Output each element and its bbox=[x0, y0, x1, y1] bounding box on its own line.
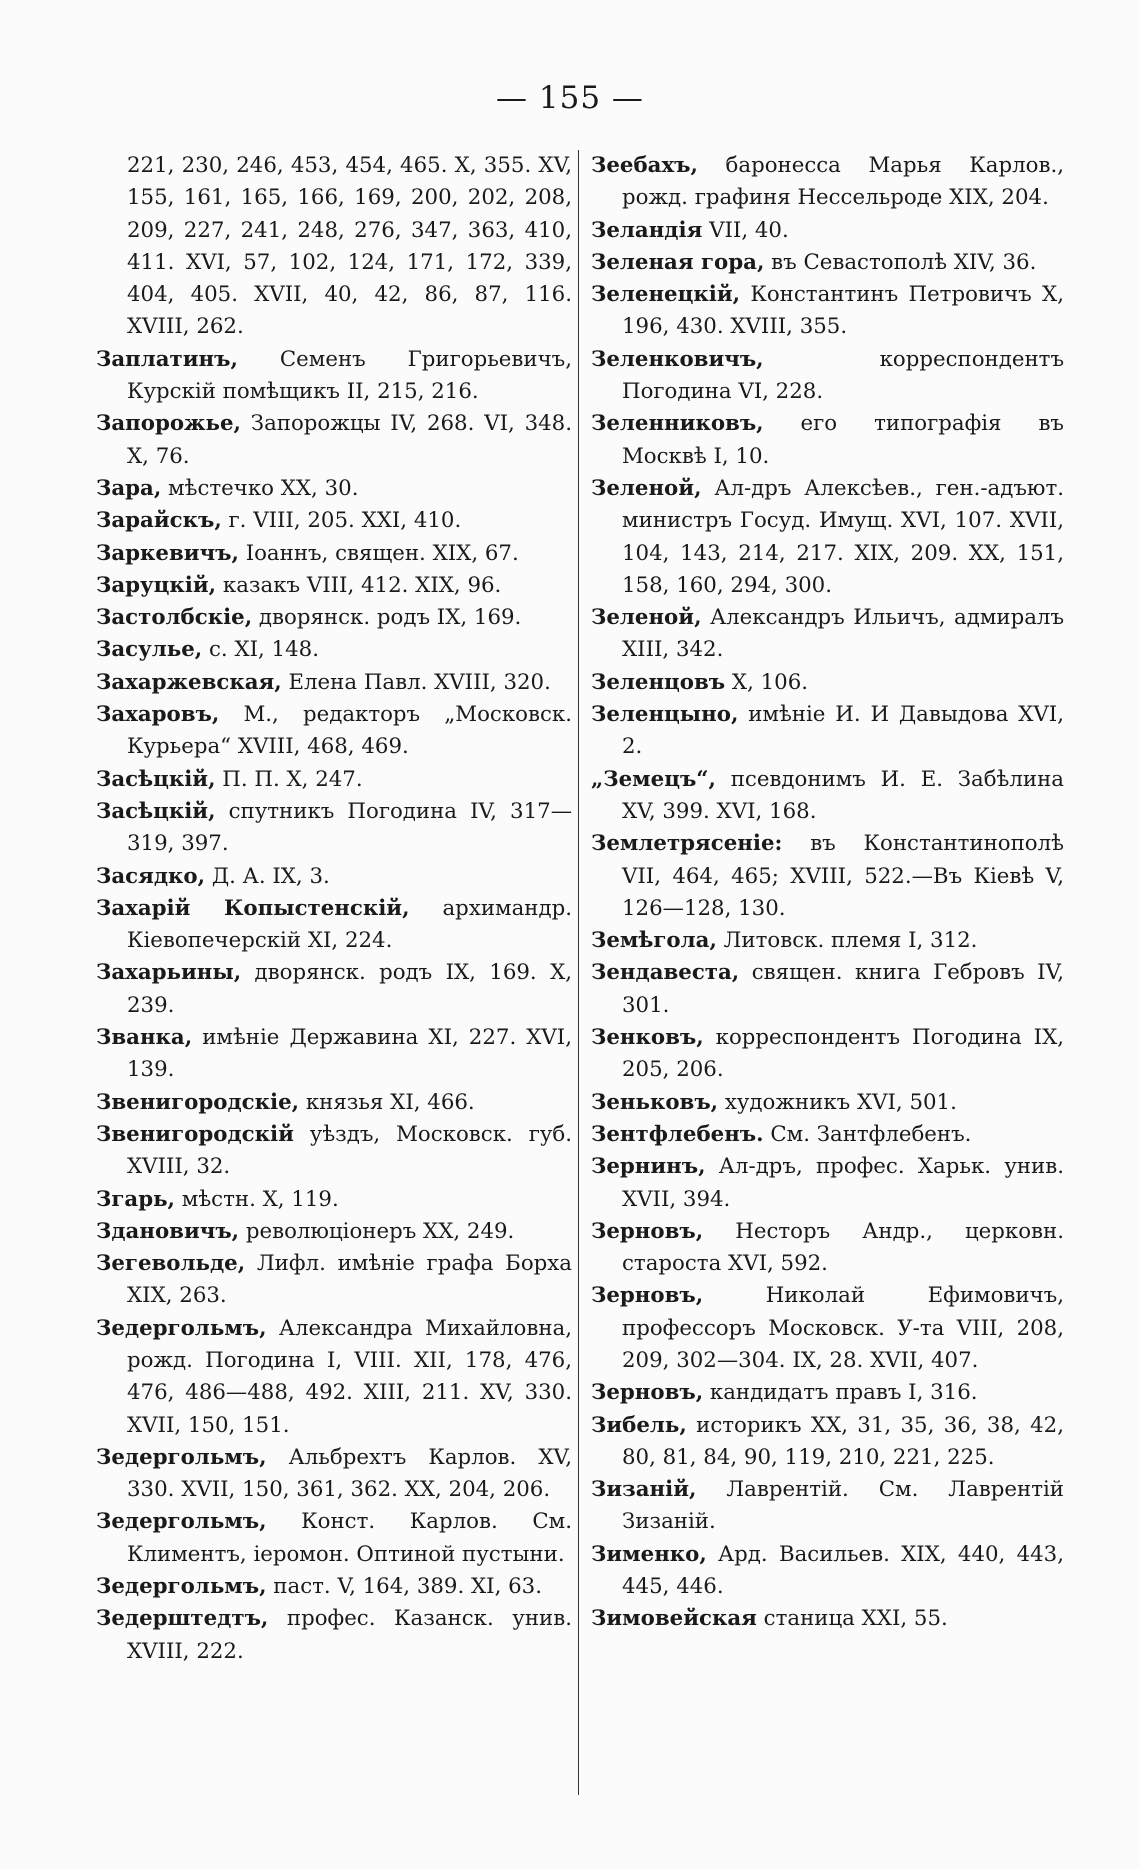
index-entry bbox=[96, 1119, 572, 1184]
entry-references: священ. книга Гебровъ IV, 301. bbox=[622, 960, 1064, 1018]
entry-references: Ал-дръ, профес. Харьк. унив. XVII, 394. bbox=[622, 1154, 1064, 1212]
entry-headword: Званка, bbox=[96, 1025, 193, 1051]
entry-headword: Зентфлебенъ. bbox=[591, 1121, 764, 1147]
entry-references: Александръ Ильичъ, адмиралъ XIII, 342. bbox=[622, 605, 1064, 663]
entry-headword: Засѣцкій, bbox=[96, 766, 216, 792]
index-entry bbox=[591, 473, 1064, 602]
entry-references: X, 106. bbox=[725, 669, 809, 695]
entry-headword: Зеленниковъ, bbox=[591, 411, 764, 437]
entry-headword: Зерновъ, bbox=[591, 1218, 704, 1244]
entry-headword: Засядко, bbox=[96, 863, 206, 889]
entry-headword: Зибель, bbox=[591, 1412, 687, 1438]
entry-references: Ал-дръ Алексѣев., ген.-адъют. министръ Госуд. Имущ. XVI, 107. XVII, 104, 143, 214, 217. XIX, 209. XX, 151, 158, 160, 294, 300. bbox=[622, 475, 1064, 598]
index-entry bbox=[591, 925, 1064, 957]
index-entry bbox=[591, 667, 1064, 699]
index-entry bbox=[96, 1506, 572, 1571]
index-entry bbox=[591, 1022, 1064, 1087]
entry-references: казакъ VIII, 412. XIX, 96. bbox=[216, 572, 502, 598]
index-entry bbox=[591, 1539, 1064, 1604]
entry-headword: Засѣцкій, bbox=[96, 798, 216, 824]
entry-headword: Захаровъ, bbox=[96, 702, 220, 728]
entry-references: революціонеръ XX, 249. bbox=[239, 1218, 515, 1244]
entry-references: уѣздъ, Московск. губ. XVIII, 32. bbox=[127, 1121, 572, 1180]
index-entry bbox=[96, 1087, 572, 1119]
entry-references: Лифл. имѣніе графа Борха XIX, 263. bbox=[127, 1251, 572, 1309]
entry-references: Константинъ Петровичъ X, 196, 430. XVIII, 355. bbox=[622, 282, 1064, 340]
entry-references: дворянск. родъ IX, 169. X, 239. bbox=[127, 960, 572, 1018]
entry-references: его типографія въ Москвѣ I, 10. bbox=[622, 411, 1064, 469]
entry-headword: „Земецъ“, bbox=[591, 766, 716, 792]
index-entry bbox=[591, 1216, 1064, 1281]
entry-headword: Зеленецкій, bbox=[591, 282, 741, 308]
entry-headword: Зернинъ, bbox=[591, 1154, 706, 1180]
index-entry bbox=[96, 1216, 572, 1248]
entry-references: П. П. X, 247. bbox=[215, 766, 363, 792]
entry-headword: Зименко, bbox=[591, 1541, 707, 1567]
entry-headword: Заплатинъ, bbox=[96, 346, 238, 372]
index-entry bbox=[591, 1280, 1064, 1377]
entry-references: дворянск. родъ IX, 169. bbox=[252, 605, 522, 631]
index-entry bbox=[591, 957, 1064, 1022]
entry-headword: Зеленой, bbox=[591, 475, 702, 501]
index-entry bbox=[591, 247, 1064, 279]
entry-references: Альбрехтъ Карлов. XV, 330. XVII, 150, 361, 362. XX, 204, 206. bbox=[127, 1444, 572, 1503]
entry-references: архимандр. Кіевопечерскій XI, 224. bbox=[127, 895, 572, 954]
entry-references: станица XXI, 55. bbox=[756, 1606, 948, 1632]
entry-headword: Засулье, bbox=[96, 637, 203, 663]
entry-references: VII, 40. bbox=[702, 217, 789, 243]
entry-headword: Заркевичъ, bbox=[96, 540, 239, 566]
entry-references: художникъ XVI, 501. bbox=[718, 1089, 957, 1115]
index-entry bbox=[591, 1377, 1064, 1409]
entry-headword: Захаржевская, bbox=[96, 669, 282, 695]
entry-references: въ Севастополѣ XIV, 36. bbox=[764, 249, 1037, 275]
index-entry bbox=[96, 699, 572, 764]
entry-headword: Зизаній, bbox=[591, 1477, 697, 1503]
entry-headword: Зерновъ, bbox=[591, 1283, 704, 1309]
entry-references: Лаврентій. См. Лаврентій Зизаній. bbox=[622, 1477, 1064, 1535]
index-entry bbox=[96, 408, 572, 473]
index-entry bbox=[96, 1248, 572, 1313]
entry-references: Запорожцы IV, 268. VI, 348. X, 76. bbox=[127, 411, 572, 469]
entry-references: историкъ XX, 31, 35, 36, 38, 42, 80, 81, 84, 90, 119, 210, 221, 225. bbox=[622, 1412, 1064, 1470]
index-entry bbox=[591, 1151, 1064, 1216]
entry-references: с. XI, 148. bbox=[202, 637, 319, 663]
entry-references: 221, 230, 246, 453, 454, 465. X, 355. XV, 155, 161, 165, 166, 169, 200, 202, 208, 209, 227, 241, 248, 276, 347, 363, 410, 411. XVI, 57, 102, 124, 171, 172, 339, 404, 405. XVII, 40, 42, 86, 87, 116. XVIII, 262. bbox=[127, 153, 572, 340]
entry-headword: Застолбскіе, bbox=[96, 605, 253, 631]
entry-headword: Зеландія bbox=[591, 217, 703, 243]
entry-references: князья XI, 466. bbox=[299, 1089, 475, 1115]
entry-references: Ард. Васильев. XIX, 440, 443, 445, 446. bbox=[622, 1541, 1064, 1600]
entry-references: псевдонимъ И. Е. Забѣлина XV, 399. XVI, 168. bbox=[622, 766, 1064, 824]
entry-references: корреспондентъ Погодина IX, 205, 206. bbox=[622, 1025, 1064, 1083]
column-divider bbox=[578, 150, 579, 1795]
index-entry bbox=[591, 1474, 1064, 1539]
index-entry bbox=[96, 893, 572, 958]
index-entry bbox=[96, 1313, 572, 1442]
entry-headword: Зедергольмъ, bbox=[96, 1574, 267, 1600]
entry-headword: Зеленцыно, bbox=[591, 702, 739, 728]
index-entry bbox=[96, 764, 572, 796]
entry-references: мѣстечко XX, 30. bbox=[161, 475, 359, 501]
index-entry bbox=[96, 1442, 572, 1507]
entry-headword: Згарь, bbox=[96, 1186, 175, 1212]
entry-headword: Зерновъ, bbox=[591, 1380, 704, 1406]
index-entry bbox=[96, 634, 572, 666]
entry-headword: Землетрясеніе: bbox=[591, 831, 783, 857]
index-entry bbox=[591, 215, 1064, 247]
index-entry bbox=[591, 828, 1064, 925]
entry-headword: Зедергольмъ, bbox=[96, 1444, 267, 1470]
entry-headword: Зеленковичъ, bbox=[591, 346, 764, 372]
index-entry bbox=[96, 150, 572, 344]
entry-references: кандидатъ правъ I, 316. bbox=[703, 1380, 978, 1406]
entry-headword: Зедергольмъ, bbox=[96, 1509, 267, 1535]
index-entry bbox=[96, 861, 572, 893]
entry-references: Конст. Карлов. См. Климентъ, іеромон. Оптиной пустыни. bbox=[127, 1509, 572, 1567]
entry-headword: Земѣгола, bbox=[591, 928, 717, 954]
index-entry bbox=[96, 505, 572, 537]
entry-headword: Звенигородскій bbox=[96, 1121, 294, 1147]
index-column-left bbox=[96, 150, 572, 1668]
entry-references: Александра Михайловна, рожд. Погодина I, VIII. XII, 178, 476, 476, 486—488, 492. XIII, 211. XV, 330. XVII, 150, 151. bbox=[127, 1315, 572, 1438]
entry-headword: Запорожье, bbox=[96, 411, 241, 437]
entry-headword: Заруцкій, bbox=[96, 572, 217, 598]
entry-headword: Зара, bbox=[96, 475, 162, 501]
index-entry bbox=[96, 1022, 572, 1087]
index-entry bbox=[591, 1087, 1064, 1119]
index-entry bbox=[96, 1603, 572, 1668]
index-entry bbox=[96, 957, 572, 1022]
page-number: — 155 — bbox=[496, 80, 644, 116]
entry-references: имѣніе И. И Давыдова XVI, 2. bbox=[622, 702, 1064, 760]
entry-references: Семенъ Григорьевичъ, Курскій помѣщикъ II, 215, 216. bbox=[127, 346, 572, 405]
entry-headword: Зендавеста, bbox=[591, 960, 740, 986]
entry-headword: Зеньковъ, bbox=[591, 1089, 719, 1115]
index-entry bbox=[96, 796, 572, 861]
entry-headword: Здановичъ, bbox=[96, 1218, 240, 1244]
entry-references: корреспондентъ Погодина VI, 228. bbox=[622, 346, 1064, 405]
entry-references: мѣстн. X, 119. bbox=[174, 1186, 339, 1212]
entry-headword: Звенигородскіе, bbox=[96, 1089, 300, 1115]
index-entry bbox=[591, 408, 1064, 473]
index-entry bbox=[96, 570, 572, 602]
entry-headword: Зегевольде, bbox=[96, 1251, 246, 1277]
index-entry bbox=[591, 1410, 1064, 1475]
entry-references: Николай Ефимовичъ, профессоръ Московск. У-та VIII, 208, 209, 302—304. IX, 28. XVII, 407. bbox=[622, 1283, 1064, 1373]
index-entry bbox=[96, 344, 572, 409]
entry-headword: Зарайскъ, bbox=[96, 508, 222, 534]
entry-references: паст. V, 164, 389. XI, 63. bbox=[266, 1574, 542, 1600]
entry-headword: Захарій Копыстенскій, bbox=[96, 895, 410, 921]
entry-headword: Зимовейская bbox=[591, 1606, 757, 1632]
entry-headword: Зедергольмъ, bbox=[96, 1315, 267, 1341]
index-entry bbox=[591, 279, 1064, 344]
index-entry bbox=[591, 344, 1064, 409]
entry-headword: Зеленцовъ bbox=[591, 669, 726, 695]
index-entry bbox=[591, 602, 1064, 667]
entry-headword: Зенковъ, bbox=[591, 1025, 704, 1051]
entry-headword: Захарьины, bbox=[96, 960, 242, 986]
entry-references: имѣніе Державина XI, 227. XVI, 139. bbox=[127, 1025, 572, 1083]
entry-headword: Зеебахъ, bbox=[591, 153, 698, 178]
entry-references: Несторъ Андр., церковн. староста XVI, 592. bbox=[622, 1218, 1064, 1277]
index-entry bbox=[96, 473, 572, 505]
index-entry bbox=[96, 667, 572, 699]
index-entry bbox=[96, 1184, 572, 1216]
entry-references: См. Зантфлебенъ. bbox=[763, 1121, 972, 1147]
entry-references: Литовск. племя I, 312. bbox=[716, 928, 978, 954]
entry-headword: Зеленая гора, bbox=[591, 249, 765, 275]
index-entry bbox=[591, 150, 1064, 215]
entry-references: спутникъ Погодина IV, 317—319, 397. bbox=[127, 798, 572, 857]
index-entry bbox=[591, 1119, 1064, 1151]
index-entry bbox=[591, 1603, 1064, 1635]
index-entry bbox=[96, 602, 572, 634]
entry-references: баронесса Марья Карлов., рожд. графиня Нессельроде XIX, 204. bbox=[622, 153, 1064, 211]
entry-headword: Зеленой, bbox=[591, 605, 702, 631]
entry-references: Д. А. IX, 3. bbox=[205, 863, 330, 889]
entry-references: М., редакторъ „Московск. Курьера“ XVIII, 468, 469. bbox=[127, 702, 572, 760]
entry-headword: Зедерштедтъ, bbox=[96, 1606, 269, 1632]
index-column-right bbox=[591, 150, 1064, 1636]
entry-references: профес. Казанск. унив. XVIII, 222. bbox=[127, 1606, 572, 1664]
entry-references: въ Константинополѣ VII, 464, 465; XVIII, 522.—Въ Кіевѣ V, 126—128, 130. bbox=[622, 831, 1064, 921]
entry-references: г. VIII, 205. XXI, 410. bbox=[221, 508, 462, 534]
index-entry bbox=[96, 538, 572, 570]
entry-references: Елена Павл. XVIII, 320. bbox=[281, 669, 551, 695]
index-entry bbox=[591, 699, 1064, 764]
entry-references: Іоаннъ, священ. XIX, 67. bbox=[238, 540, 519, 566]
index-entry bbox=[591, 764, 1064, 829]
index-entry bbox=[96, 1571, 572, 1603]
